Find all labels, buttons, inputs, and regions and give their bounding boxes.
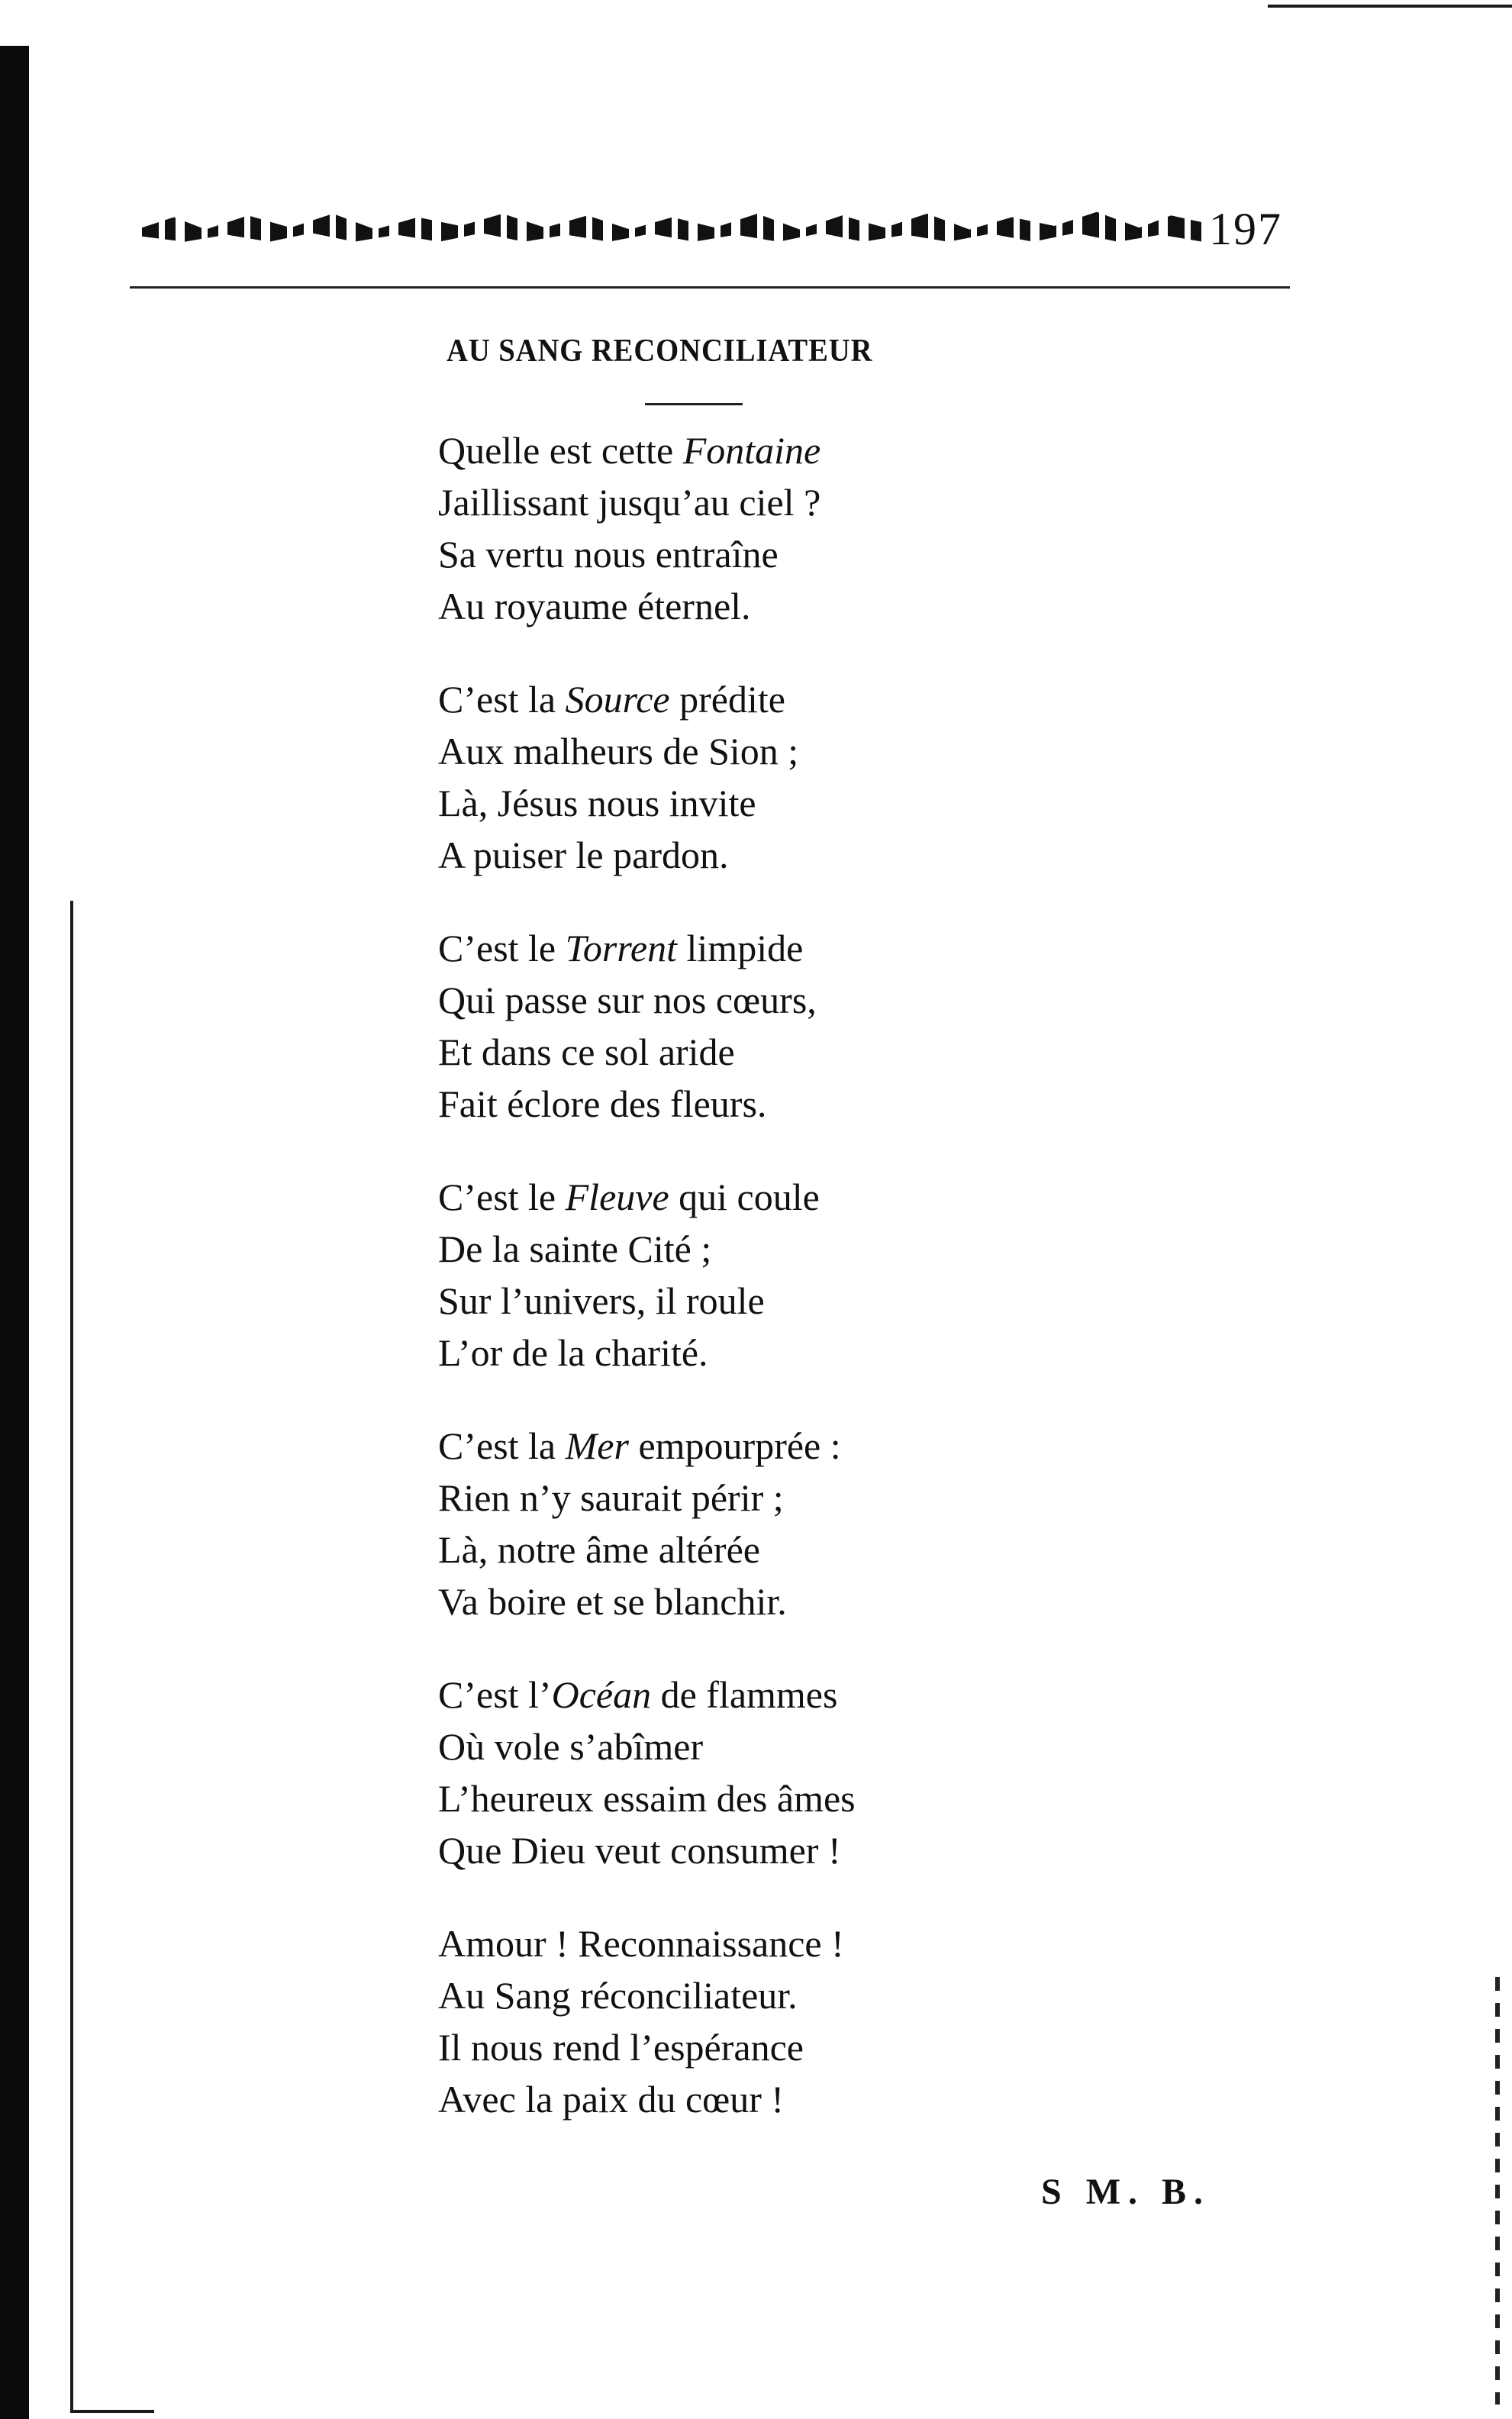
line-text: Aux malheurs de Sion ;	[438, 730, 799, 772]
scan-edge-top	[1268, 5, 1512, 8]
line-text: Et dans ce sol aride	[438, 1030, 735, 1073]
poem-line	[438, 725, 1278, 777]
poem-line	[438, 1171, 1278, 1223]
line-text: Quelle est cette	[438, 429, 683, 472]
line-text: Là, notre âme altérée	[438, 1528, 760, 1571]
stanza	[438, 922, 1278, 1130]
poem-line	[438, 1026, 1278, 1078]
stanza	[438, 673, 1278, 881]
line-emphasis: Mer	[565, 1424, 629, 1467]
poem-line	[438, 974, 1278, 1026]
line-text: de flammes	[651, 1673, 838, 1716]
line-text: De la sainte Cité ;	[438, 1227, 712, 1270]
poem-line	[438, 1772, 1278, 1824]
poem-line	[438, 1327, 1278, 1379]
header-rule	[130, 286, 1290, 289]
scan-edge-right	[1495, 1977, 1500, 2404]
page-number: 197	[1209, 204, 1282, 254]
line-emphasis: Fontaine	[682, 429, 821, 472]
line-text: C’est la	[438, 678, 566, 721]
line-text: Il nous rend l’espérance	[438, 2026, 804, 2069]
line-text: Fait éclore des fleurs.	[438, 1082, 767, 1125]
line-text: Va boire et se blanchir.	[438, 1580, 787, 1623]
poem-line	[438, 2073, 1278, 2125]
scan-edge-left	[0, 46, 29, 2419]
poem-title: AU SANG RECONCILIATEUR	[447, 334, 873, 369]
signature: S M. B.	[1041, 2172, 1211, 2212]
poem-line	[438, 777, 1278, 829]
poem-line	[438, 1969, 1278, 2021]
poem-line	[438, 1669, 1278, 1721]
line-text: Au royaume éternel.	[438, 585, 751, 627]
poem-line	[438, 2021, 1278, 2073]
line-text: C’est le	[438, 927, 566, 969]
poem-line	[438, 829, 1278, 881]
poem-line	[438, 1576, 1278, 1627]
line-emphasis: Torrent	[565, 927, 678, 969]
title-rule	[645, 403, 743, 405]
poem-line	[438, 673, 1278, 725]
line-text: Où vole s’abîmer	[438, 1725, 704, 1768]
line-text: prédite	[669, 678, 785, 721]
poem-body	[438, 424, 1278, 2166]
line-text: L’heureux essaim des âmes	[438, 1777, 856, 1820]
line-text: Là, Jésus nous invite	[438, 782, 756, 824]
line-text: Qui passe sur nos cœurs,	[438, 979, 817, 1021]
line-text: empourprée :	[628, 1424, 841, 1467]
poem-line	[438, 1420, 1278, 1472]
poem-line	[438, 1223, 1278, 1275]
line-emphasis: Fleuve	[565, 1176, 669, 1218]
line-emphasis: Source	[565, 678, 670, 721]
stanza	[438, 1917, 1278, 2125]
line-text: Avec la paix du cœur !	[438, 2078, 785, 2121]
stanza	[438, 1420, 1278, 1627]
line-text: A puiser le pardon.	[438, 834, 729, 876]
line-text: C’est la	[438, 1424, 566, 1467]
line-text: Amour ! Reconnaissance !	[438, 1922, 844, 1965]
line-text: C’est l’	[438, 1673, 552, 1716]
stanza	[438, 424, 1278, 632]
poem-line	[438, 1078, 1278, 1130]
header-ornament	[142, 208, 1203, 244]
poem-line	[438, 1275, 1278, 1327]
line-text: limpide	[677, 927, 804, 969]
poem-line	[438, 1472, 1278, 1524]
poem-line	[438, 528, 1278, 580]
poem-line	[438, 1824, 1278, 1876]
line-text: qui coule	[669, 1176, 820, 1218]
line-text: Sa vertu nous entraîne	[438, 533, 779, 576]
poem-line	[438, 1721, 1278, 1772]
line-text: L’or de la charité.	[438, 1331, 708, 1374]
line-text: Sur l’univers, il roule	[438, 1279, 765, 1322]
line-text: Rien n’y saurait périr ;	[438, 1476, 784, 1519]
poem-line	[438, 1917, 1278, 1969]
scan-edge-bottom	[70, 2410, 154, 2413]
page-header	[134, 202, 1287, 263]
line-text: Au Sang réconciliateur.	[438, 1974, 798, 2017]
line-text: Que Dieu veut consumer !	[438, 1829, 841, 1872]
line-text: C’est le	[438, 1176, 566, 1218]
poem-line	[438, 476, 1278, 528]
line-emphasis: Océan	[551, 1673, 652, 1716]
poem-line	[438, 424, 1278, 476]
poem-line	[438, 922, 1278, 974]
line-text: Jaillissant jusqu’au ciel ?	[438, 481, 821, 524]
stanza	[438, 1669, 1278, 1876]
poem-line	[438, 580, 1278, 632]
scan-edge-left-inner	[70, 901, 73, 2412]
poem-line	[438, 1524, 1278, 1576]
stanza	[438, 1171, 1278, 1379]
